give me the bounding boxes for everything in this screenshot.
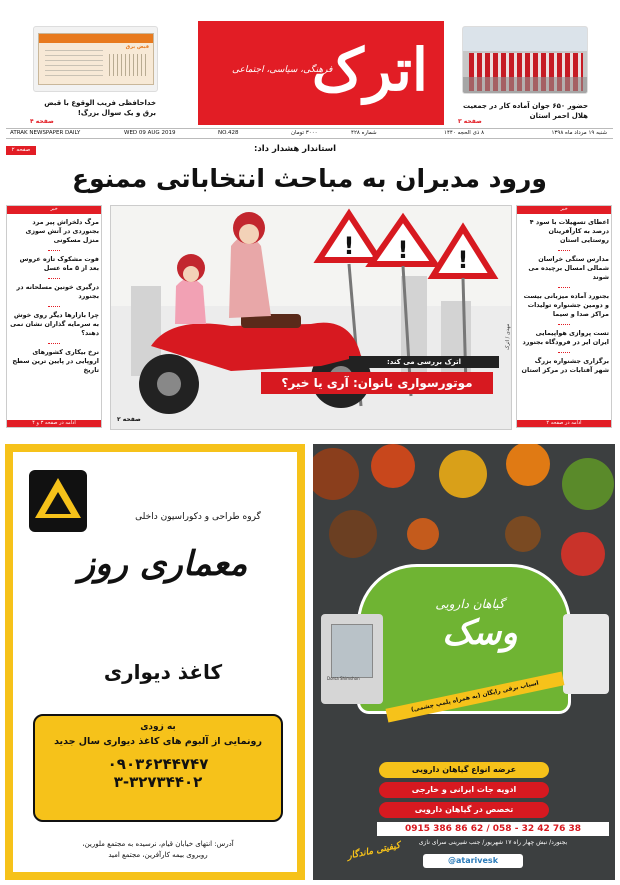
dateline-no: NO.428 [218, 130, 239, 136]
left-news-item[interactable]: مرگ دلخراش پیر مرد بجنوردی در آتش سوزی منزل مسکونی [25, 218, 99, 244]
ad-slogan: کیفیتی ماندگار [346, 840, 402, 862]
left-news-column [6, 205, 102, 428]
memari-logo-icon [29, 470, 87, 532]
ad-phones[interactable]: 0915 386 86 62 / 058 - 32 42 76 38 [377, 822, 609, 836]
ad-address-1: آدرس: انتهای خیابان قیام، نرسیده به مجتمع ملورین، [82, 840, 234, 848]
promo-redcrescent-caption[interactable]: حضور ۶۵۰ جوان آماده کار در جمعیت هلال احمر استان [462, 102, 588, 120]
feature-illustration[interactable] [110, 205, 512, 430]
promo-bill-page: صفحه ۴ [30, 118, 54, 125]
right-col-footer[interactable]: ادامه در صفحه ۲ [517, 420, 611, 427]
ad-soon: به زودی [140, 722, 176, 732]
feature-page: صفحه ۲ [117, 416, 141, 423]
left-col-header: خبر [7, 206, 101, 214]
ad-phone2[interactable]: ۳-۳۲۷۳۴۴۰۲ [113, 773, 203, 791]
right-news-item[interactable]: بجنورد آماده میزبانی بیست و دومین جشنواره تولیدات مراکز صدا و سیما [523, 292, 609, 318]
left-news-item[interactable]: درگیری خونین مسلحانه در بجنورد [16, 283, 99, 300]
promo-redcrescent-image[interactable] [462, 26, 588, 94]
left-news-item[interactable]: چرا بازارها دیگر روی خوش به سرمایه گذاران نشان نمی دهند؟ [10, 311, 99, 337]
headline-page: صفحه ۲ [6, 146, 36, 155]
left-news-item[interactable]: نرخ بیکاری کشورهای اروپایی در پایین ترین سطح تاریخ [12, 348, 99, 374]
svg-text:!: ! [457, 246, 469, 274]
dateline-hijri: ۸ ذی الحجه ۱۴۴۰ [444, 130, 485, 136]
ad-memari-rooz[interactable] [5, 444, 305, 880]
ad-phone1[interactable]: ۰۹۰۳۶۲۴۴۷۴۷ [107, 755, 209, 773]
promo-redcrescent-page: صفحه ۳ [458, 118, 482, 125]
dateline-issue: شماره ۴۲۸ [351, 130, 377, 136]
dateline-bar [6, 128, 613, 139]
promo-bill-caption[interactable]: خداحافظی فریب الوقوع با قبض برق و یک سوال بزرگ! [44, 99, 156, 117]
ad-ribbon: اسیاب برقی رایگان (به همراه پلمپ چشمی) [386, 671, 565, 722]
child-rider-icon [175, 254, 206, 324]
dateline-en-date: WED 09 AUG 2019 [124, 130, 176, 136]
ad-brand-small: گیاهان دارویی [435, 597, 505, 611]
masthead [198, 21, 444, 125]
ad-line1: گروه طراحی و دکوراسیون داخلی [135, 512, 261, 522]
ad-instagram[interactable]: @atarivesk [423, 854, 523, 868]
headline-kicker: استاندار هشدار داد: [253, 144, 337, 154]
promo-bill-image[interactable] [33, 26, 158, 92]
right-news-item[interactable]: اعطای تسهیلات با سود ۴ درصد به کارآفرینان روستایی استان [529, 218, 609, 244]
right-news-item[interactable]: مدارس ستگی خراسان شمالی امسال برچیده می شوند [528, 255, 609, 281]
masthead-tagline: فرهنگی، سیاسی، اجتماعی [232, 65, 333, 75]
woman-rider-icon [229, 212, 271, 318]
dateline-price: ۳۰۰۰ تومان [291, 130, 318, 136]
ad-brand: معماری روز [78, 544, 248, 584]
right-col-header: خبر [517, 206, 611, 214]
dateline-paper: ATRAK NEWSPAPER DAILY [10, 130, 81, 136]
ad-product: کاغذ دیواری [103, 660, 223, 684]
masthead-logo: اترک [311, 36, 428, 104]
feature-side-credit: مهدی / اترک [505, 323, 511, 350]
ad-unveil: رونمایی از آلبوم های کاغذ دیواری سال جدید [54, 736, 262, 747]
ad-offer1: عرضه انواع گیاهان دارویی [379, 762, 549, 778]
feature-kicker: اترک بررسی می کند: [349, 356, 499, 368]
ad-vesk-herbs[interactable] [313, 444, 615, 880]
bill-label: قبض برق [125, 44, 149, 50]
ad-address: بجنورد/ نبش چهار راه ۱۷ شهریور/ جنب شیرینی سرای نازی [418, 839, 568, 846]
dateline-day: شنبه ۱۹ مرداد ماه ۱۳۹۸ [551, 130, 607, 136]
right-news-column [516, 205, 612, 428]
ad-offer2: ادویه جات ایرانی و خارجی [379, 782, 549, 798]
svg-text:!: ! [343, 232, 355, 260]
headline-title[interactable]: ورود مدیران به مباحث انتخاباتی ممنوع [72, 164, 547, 193]
ad-address-2: روبروی بیمه کارآفرین، مجتمع امید [108, 851, 208, 859]
feature-title[interactable]: موتورسواری بانوان: آری یا خیر؟ [261, 372, 493, 394]
grinder-icon [321, 614, 383, 704]
right-news-item[interactable]: تست پروازی هواپیمایی ایران ایر در فرودگاه بجنورد [522, 329, 609, 346]
ad-offer3: تخصص در گیاهان دارویی [379, 802, 549, 818]
ad-brand: وسک [442, 613, 518, 653]
svg-text:!: ! [397, 236, 409, 264]
right-news-item[interactable]: برگزاری جشنواره بزرگ شهر آفتابات در مرکز استان [521, 357, 609, 374]
left-news-item[interactable]: فوت مشکوک تازه عروس بعد از ۵ ماه عسل [19, 255, 99, 272]
jar-label: Dorsa Shimshon [327, 676, 360, 681]
meat-grinder-icon [563, 614, 609, 694]
left-col-footer[interactable]: ادامه در صفحه ۳ و ۴ [7, 420, 101, 427]
